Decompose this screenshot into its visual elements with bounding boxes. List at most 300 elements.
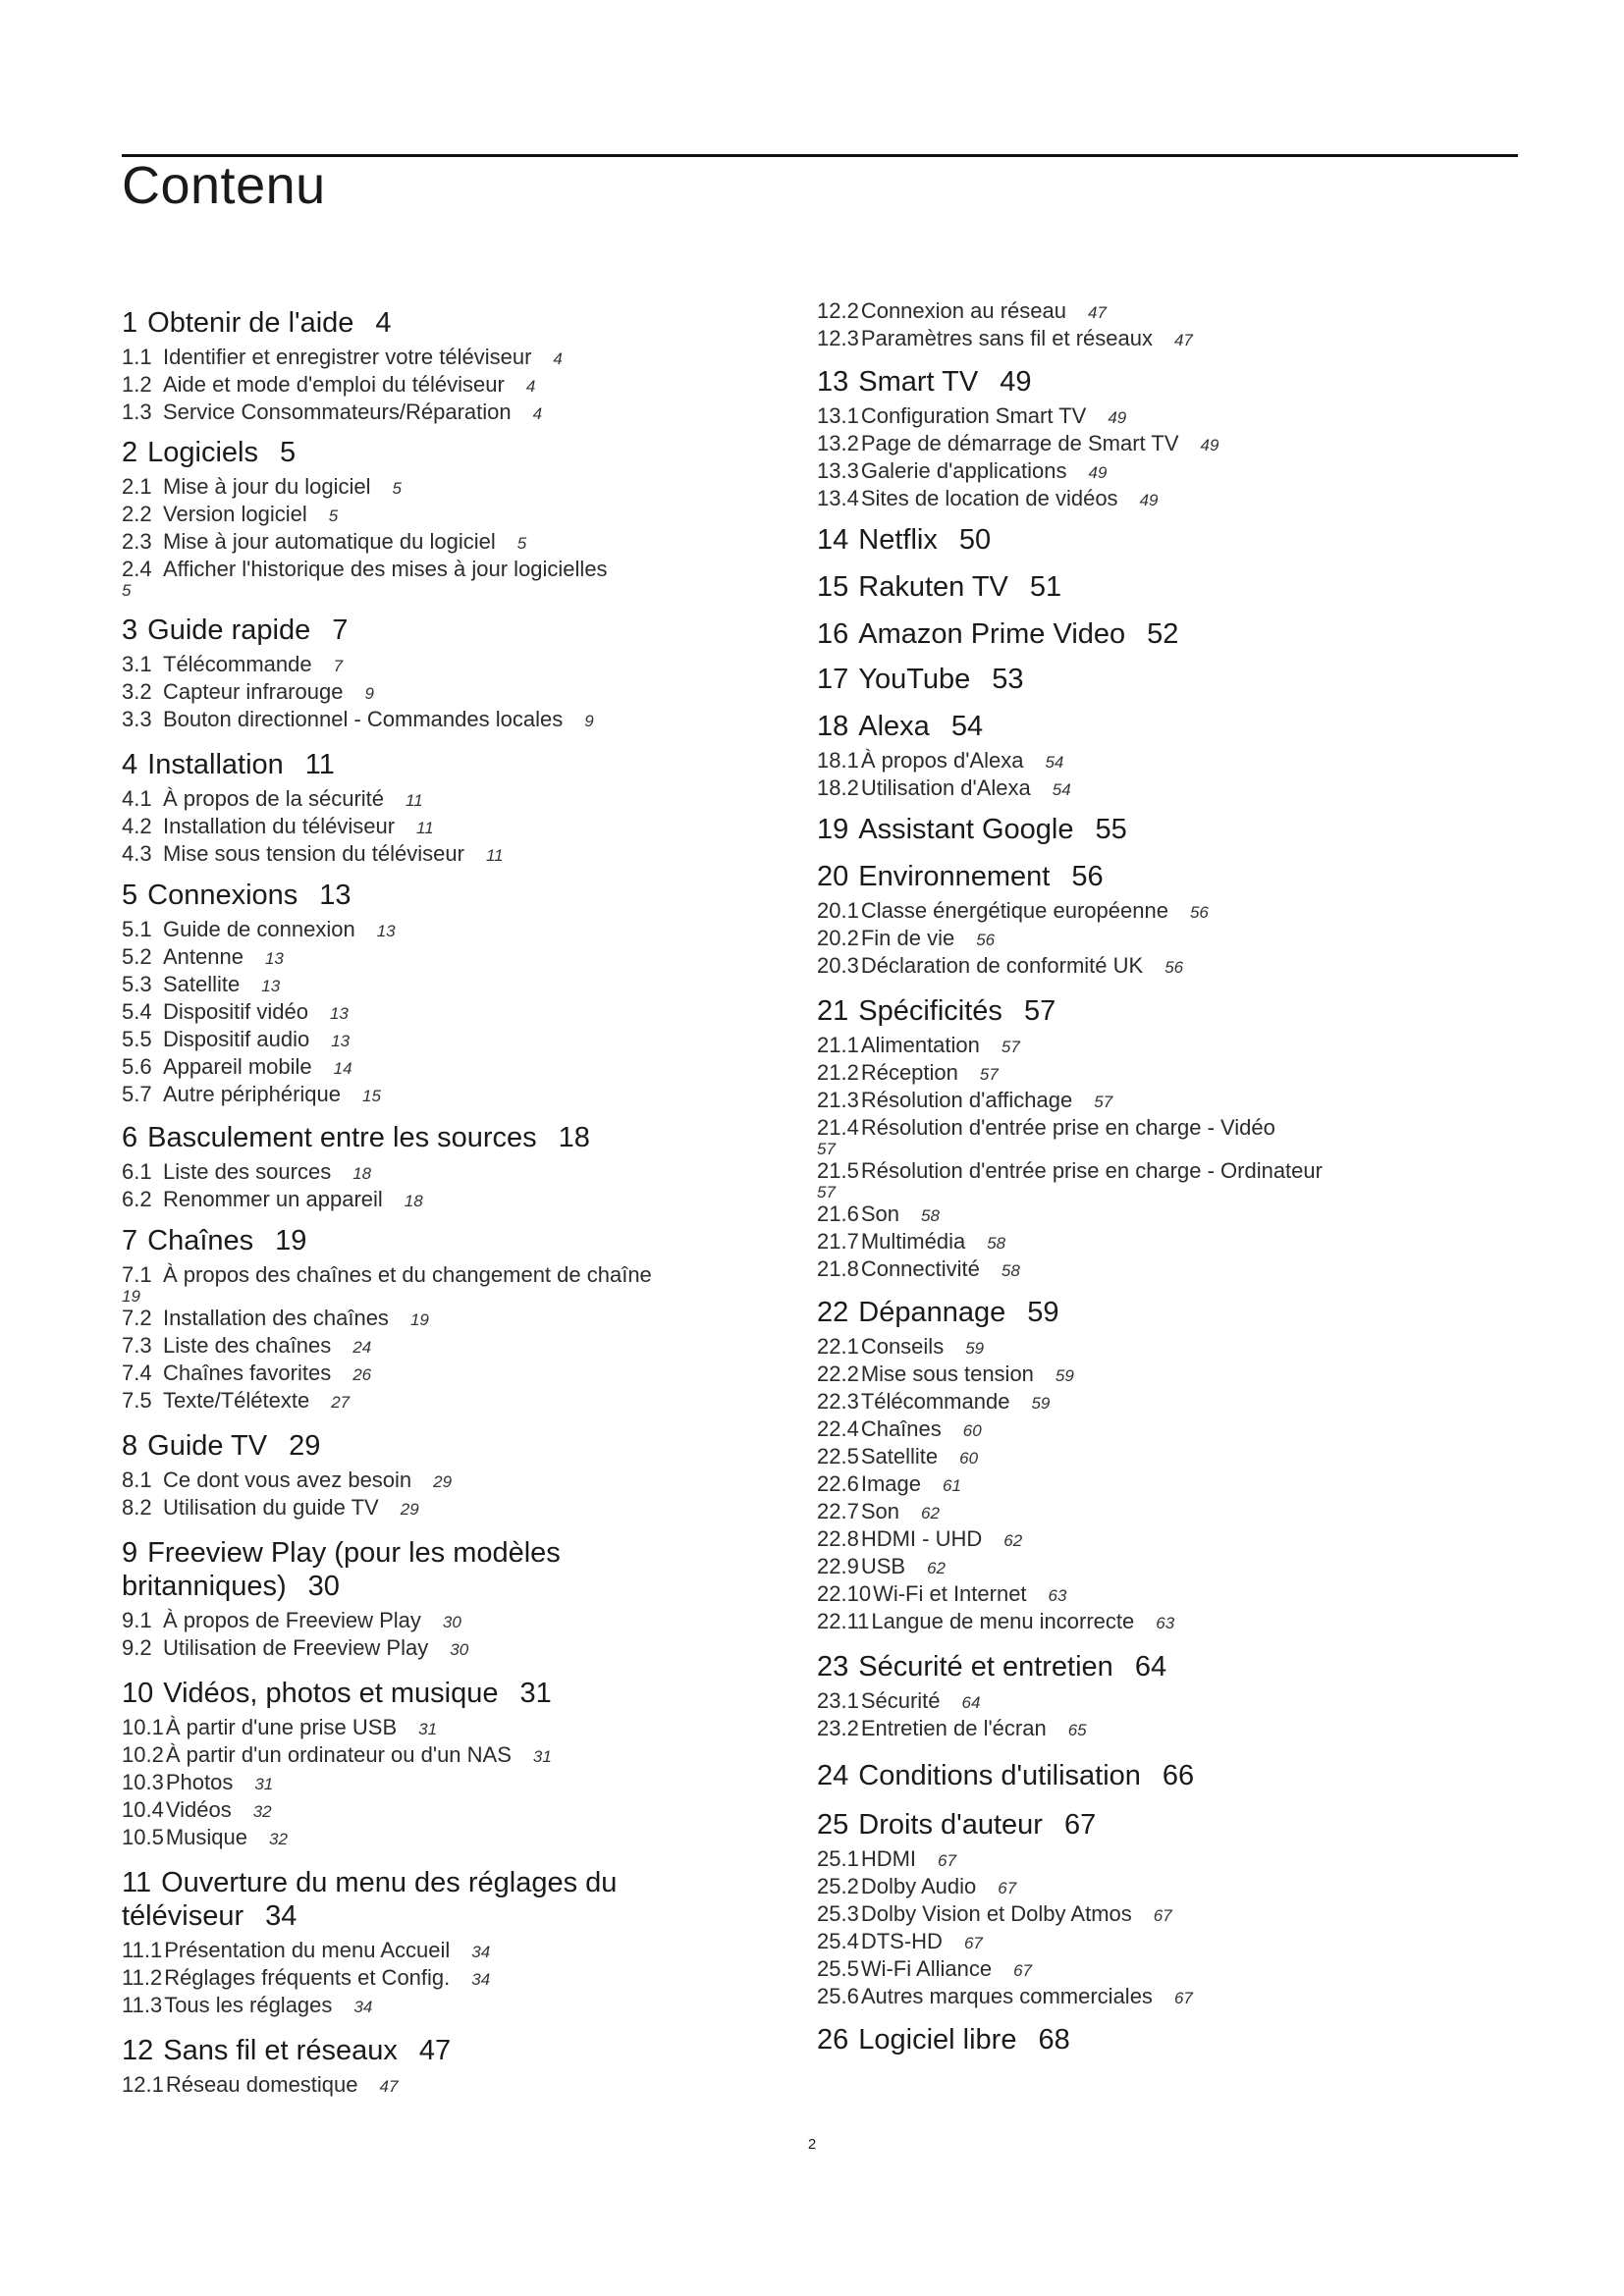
toc-chapter-entry[interactable] <box>817 2023 1367 2056</box>
sub-page: 58 <box>1001 1261 1020 1280</box>
toc-section <box>817 813 1524 846</box>
chapter-title: Logiciels <box>147 437 258 468</box>
sub-title: À propos des chaînes et du changement de chaîne <box>163 1262 652 1287</box>
toc-sub-entry[interactable] <box>122 786 750 814</box>
sub-page: 4 <box>525 377 536 396</box>
toc-sub-entry[interactable] <box>817 748 1524 775</box>
toc-sub-entry[interactable] <box>817 1984 1524 2011</box>
chapter-number: 24 <box>817 1760 849 1791</box>
sub-title: Wi-Fi et Internet <box>873 1581 1027 1606</box>
toc-chapter-entry[interactable] <box>122 614 672 647</box>
toc-sub-entry[interactable] <box>817 1060 1524 1088</box>
toc-sub-entry[interactable] <box>122 372 750 400</box>
sub-number: 7.1 <box>122 1262 152 1287</box>
sub-number: 21.1 <box>817 1033 859 1057</box>
sub-number: 20.3 <box>817 953 859 978</box>
sub-number: 6.2 <box>122 1187 152 1211</box>
sub-title: Installation du téléviseur <box>163 814 396 838</box>
toc-section <box>817 860 1524 981</box>
sub-page: 11 <box>485 846 504 865</box>
chapter-page: 11 <box>304 749 335 780</box>
sub-title: Classe énergétique européenne <box>860 898 1168 923</box>
toc-sub-entry[interactable] <box>122 1938 750 1965</box>
toc-sub-entry[interactable] <box>122 400 750 427</box>
sub-number: 4.3 <box>122 841 152 866</box>
toc-sub-entry[interactable] <box>122 1608 750 1635</box>
chapter-title: Freeview Play (pour les modèles britanniques) <box>122 1537 561 1602</box>
chapter-title: Netflix <box>858 524 938 556</box>
sub-page: 34 <box>471 1970 491 1989</box>
toc-sub-entry[interactable] <box>122 1054 750 1082</box>
toc-sub-entry[interactable] <box>122 345 750 372</box>
sub-page: 49 <box>1088 463 1108 482</box>
toc-sub-entry[interactable] <box>817 1201 1524 1229</box>
toc-sub-entry[interactable] <box>122 502 750 529</box>
chapter-number: 11 <box>122 1867 152 1898</box>
toc-sub-entry[interactable] <box>817 1256 1524 1284</box>
toc-sub-entry[interactable] <box>817 298 1524 326</box>
sub-number: 5.4 <box>122 999 152 1024</box>
sub-title: Sécurité <box>860 1688 941 1713</box>
sub-page: 4 <box>532 404 543 423</box>
toc-section <box>122 1866 750 2020</box>
toc-chapter-entry[interactable] <box>817 860 1367 893</box>
sub-title: Appareil mobile <box>163 1054 312 1079</box>
chapter-title: Vidéos, photos et musique <box>163 1678 499 1709</box>
toc-sub-entry[interactable] <box>817 1471 1524 1499</box>
sub-page: 47 <box>379 2077 399 2096</box>
toc-sub-entry[interactable] <box>122 474 750 502</box>
sub-number: 9.1 <box>122 1608 152 1632</box>
sub-number: 3.3 <box>122 707 152 731</box>
sub-number: 21.7 <box>817 1229 859 1254</box>
toc-sub-entry[interactable] <box>122 1082 750 1109</box>
sub-page: 14 <box>333 1059 352 1078</box>
toc-chapter-entry[interactable] <box>817 1808 1367 1842</box>
sub-number: 21.6 <box>817 1201 859 1226</box>
toc-sub-entry[interactable] <box>122 1965 750 1993</box>
chapter-page: 5 <box>279 437 297 468</box>
sub-title: À propos d'Alexa <box>860 748 1024 773</box>
toc-sub-entry[interactable] <box>122 1388 750 1415</box>
toc-sub-entry[interactable] <box>817 1389 1524 1416</box>
sub-title: Alimentation <box>860 1033 980 1057</box>
toc-sub-entry[interactable] <box>817 1088 1524 1115</box>
sub-title: Résolution d'affichage <box>860 1088 1073 1112</box>
sub-number: 22.11 <box>817 1609 870 1633</box>
sub-title: Dispositif audio <box>163 1027 310 1051</box>
toc-chapter-entry[interactable] <box>817 1759 1367 1792</box>
toc-chapter-entry[interactable] <box>817 617 1367 651</box>
sub-page: 31 <box>254 1775 274 1793</box>
sub-number: 11.3 <box>122 1993 163 2017</box>
sub-title: Utilisation de Freeview Play <box>163 1635 429 1660</box>
toc-chapter-entry[interactable] <box>122 1677 672 1710</box>
sub-number: 18.1 <box>817 748 859 773</box>
toc-sub-entry[interactable] <box>817 1581 1524 1609</box>
sub-number: 10.5 <box>122 1825 164 1849</box>
sub-number: 12.1 <box>122 2072 164 2097</box>
sub-page: 54 <box>1045 753 1064 772</box>
sub-number: 8.2 <box>122 1495 152 1520</box>
toc-sub-entry[interactable] <box>817 1416 1524 1444</box>
sub-title: Identifier et enregistrer votre téléviseur <box>163 345 532 369</box>
toc-sub-entry[interactable] <box>817 1929 1524 1956</box>
chapter-title: Conditions d'utilisation <box>858 1760 1141 1791</box>
toc-sub-entry[interactable] <box>122 1825 750 1852</box>
toc-sub-entry[interactable] <box>122 679 750 707</box>
toc-sub-entry[interactable] <box>122 1742 750 1770</box>
sub-title: Utilisation d'Alexa <box>860 775 1031 800</box>
sub-number: 5.2 <box>122 944 152 969</box>
toc-section <box>817 1808 1524 2011</box>
toc-chapter-entry[interactable] <box>817 365 1367 399</box>
sub-page: 63 <box>1048 1586 1067 1605</box>
toc-sub-entry[interactable] <box>122 1027 750 1054</box>
chapter-number: 16 <box>817 618 849 650</box>
toc-sub-entry[interactable] <box>817 898 1524 926</box>
toc-sub-entry[interactable] <box>817 326 1524 353</box>
chapter-number: 21 <box>817 995 849 1027</box>
sub-number: 22.8 <box>817 1526 859 1551</box>
toc-section <box>122 614 750 734</box>
chapter-title: Installation <box>147 749 284 780</box>
chapter-number: 17 <box>817 664 849 695</box>
sub-page: 57 <box>817 1140 836 1158</box>
sub-page: 49 <box>1200 436 1219 454</box>
sub-title: Mise sous tension du téléviseur <box>163 841 464 866</box>
sub-title: Autre périphérique <box>163 1082 342 1106</box>
chapter-title: YouTube <box>858 664 971 695</box>
sub-number: 21.5 <box>817 1158 859 1183</box>
chapter-page: 34 <box>265 1900 298 1932</box>
toc-sub-entry[interactable] <box>817 775 1524 803</box>
toc-chapter-entry[interactable] <box>122 1429 672 1463</box>
sub-number: 5.7 <box>122 1082 152 1106</box>
sub-number: 5.5 <box>122 1027 152 1051</box>
toc-sub-entry[interactable] <box>817 1334 1524 1362</box>
sub-title: Capteur infrarouge <box>163 679 344 704</box>
sub-number: 22.9 <box>817 1554 859 1578</box>
sub-page: 59 <box>1031 1394 1051 1413</box>
sub-title: Télécommande <box>860 1389 1010 1414</box>
sub-title: Satellite <box>163 972 241 996</box>
chapter-page: 30 <box>307 1571 340 1602</box>
sub-page: 47 <box>1173 331 1193 349</box>
toc-sub-entry[interactable] <box>122 1306 750 1333</box>
sub-page: 13 <box>264 949 284 968</box>
sub-page: 31 <box>532 1747 552 1766</box>
chapter-page: 57 <box>1023 995 1056 1027</box>
sub-page: 5 <box>328 507 339 525</box>
sub-title: Résolution d'entrée prise en charge - Ordinateur <box>860 1158 1323 1183</box>
sub-page: 19 <box>122 1287 140 1306</box>
toc-sub-entry[interactable] <box>122 814 750 841</box>
toc-sub-entry[interactable] <box>122 1159 750 1187</box>
sub-number: 22.6 <box>817 1471 859 1496</box>
sub-page: 29 <box>400 1500 419 1519</box>
toc-sub-entry[interactable] <box>122 707 750 734</box>
sub-title: Page de démarrage de Smart TV <box>860 431 1179 455</box>
toc-sub-entry[interactable] <box>817 431 1524 458</box>
sub-title: Musique <box>165 1825 247 1849</box>
sub-number: 9.2 <box>122 1635 152 1660</box>
sub-number: 12.3 <box>817 326 859 350</box>
sub-page: 9 <box>364 684 374 703</box>
sub-title: Mise à jour du logiciel <box>163 474 371 499</box>
sub-page: 59 <box>1055 1366 1074 1385</box>
toc-section <box>817 523 1524 557</box>
toc-sub-entry[interactable] <box>817 1554 1524 1581</box>
sub-title: Galerie d'applications <box>860 458 1067 483</box>
toc-sub-entry[interactable] <box>817 1874 1524 1901</box>
toc-chapter-entry[interactable] <box>817 1296 1367 1329</box>
sub-number: 20.1 <box>817 898 859 923</box>
sub-page: 24 <box>352 1338 372 1357</box>
toc-sub-entry[interactable] <box>122 1495 750 1522</box>
toc-sub-entry[interactable] <box>122 1635 750 1663</box>
toc-sub-entry[interactable] <box>122 999 750 1027</box>
chapter-page: 31 <box>519 1678 552 1709</box>
chapter-title: Smart TV <box>858 366 979 398</box>
sub-title: Résolution d'entrée prise en charge - Vidéo <box>860 1115 1275 1140</box>
sub-number: 18.2 <box>817 775 859 800</box>
sub-page: 49 <box>1139 491 1159 509</box>
sub-page: 18 <box>404 1192 423 1210</box>
sub-page: 27 <box>331 1393 351 1412</box>
toc-sub-entry[interactable] <box>122 944 750 972</box>
sub-page: 67 <box>1013 1961 1032 1980</box>
toc-section <box>122 748 750 869</box>
sub-title: Dolby Vision et Dolby Atmos <box>860 1901 1132 1926</box>
toc-section <box>122 436 750 600</box>
sub-number: 1.3 <box>122 400 152 424</box>
toc-sub-entry[interactable] <box>817 1115 1524 1158</box>
toc-sub-entry[interactable] <box>817 1362 1524 1389</box>
toc-section <box>122 879 750 1109</box>
sub-number: 5.6 <box>122 1054 152 1079</box>
toc-sub-entry[interactable] <box>817 486 1524 513</box>
sub-title: À partir d'un ordinateur ou d'un NAS <box>165 1742 512 1767</box>
sub-title: Entretien de l'écran <box>860 1716 1047 1740</box>
chapter-number: 2 <box>122 437 138 468</box>
toc-sub-entry[interactable] <box>122 1715 750 1742</box>
toc-chapter-entry[interactable] <box>817 570 1367 604</box>
toc-sub-entry[interactable] <box>817 1526 1524 1554</box>
toc-chapter-entry[interactable] <box>817 1650 1367 1683</box>
chapter-page: 7 <box>332 614 349 646</box>
toc-sub-entry[interactable] <box>817 1499 1524 1526</box>
sub-number: 13.2 <box>817 431 859 455</box>
sub-title: Tous les réglages <box>164 1993 333 2017</box>
sub-number: 6.1 <box>122 1159 152 1184</box>
sub-page: 67 <box>1153 1906 1172 1925</box>
sub-page: 56 <box>976 931 996 949</box>
toc-chapter-entry[interactable] <box>817 994 1367 1028</box>
sub-page: 67 <box>938 1851 956 1870</box>
sub-page: 15 <box>362 1087 381 1105</box>
toc-sub-entry[interactable] <box>817 1716 1524 1743</box>
toc-sub-entry[interactable] <box>122 529 750 557</box>
toc-chapter-entry[interactable] <box>122 306 672 340</box>
toc-sub-entry[interactable] <box>122 1468 750 1495</box>
toc-section <box>817 570 1524 604</box>
chapter-title: Sans fil et réseaux <box>163 2035 398 2066</box>
toc-chapter-entry[interactable] <box>122 1121 672 1154</box>
sub-title: DTS-HD <box>860 1929 943 1953</box>
sub-page: 7 <box>333 657 344 675</box>
sub-page: 67 <box>963 1934 983 1952</box>
sub-title: Image <box>860 1471 921 1496</box>
chapter-number: 25 <box>817 1809 849 1841</box>
toc-sub-entry[interactable] <box>122 557 750 600</box>
chapter-number: 6 <box>122 1122 138 1153</box>
page-number: 2 <box>807 2136 817 2153</box>
toc-chapter-entry[interactable] <box>817 663 1367 696</box>
sub-page: 26 <box>352 1365 372 1384</box>
toc-section <box>817 994 1524 1284</box>
toc-sub-entry[interactable] <box>817 458 1524 486</box>
sub-number: 22.1 <box>817 1334 859 1359</box>
toc-section <box>122 1224 750 1415</box>
chapter-page: 64 <box>1134 1651 1167 1682</box>
sub-page: 65 <box>1067 1721 1087 1739</box>
toc-sub-entry[interactable] <box>122 2072 750 2100</box>
sub-number: 22.10 <box>817 1581 872 1606</box>
sub-number: 21.3 <box>817 1088 859 1112</box>
sub-number: 25.2 <box>817 1874 859 1898</box>
sub-number: 1.2 <box>122 372 152 397</box>
toc-section <box>817 298 1524 353</box>
sub-number: 21.4 <box>817 1115 859 1140</box>
page-title: Contenu <box>122 156 326 215</box>
sub-title: Chaînes favorites <box>163 1361 332 1385</box>
toc-section <box>817 365 1524 513</box>
toc-sub-entry[interactable] <box>817 1901 1524 1929</box>
sub-title: Texte/Télétexte <box>163 1388 310 1413</box>
chapter-number: 19 <box>817 814 849 845</box>
toc-sub-entry[interactable] <box>817 926 1524 953</box>
chapter-title: Amazon Prime Video <box>858 618 1126 650</box>
sub-number: 10.2 <box>122 1742 164 1767</box>
sub-title: Mise sous tension <box>860 1362 1034 1386</box>
sub-number: 22.7 <box>817 1499 859 1523</box>
sub-page: 5 <box>516 534 527 553</box>
sub-title: Autres marques commerciales <box>860 1984 1153 2008</box>
sub-number: 5.3 <box>122 972 152 996</box>
toc-sub-entry[interactable] <box>122 1770 750 1797</box>
sub-number: 25.6 <box>817 1984 859 2008</box>
toc-chapter-entry[interactable] <box>122 748 672 781</box>
toc-section <box>817 1296 1524 1636</box>
sub-number: 10.3 <box>122 1770 164 1794</box>
toc-chapter-entry[interactable] <box>817 813 1367 846</box>
toc-chapter-entry[interactable] <box>122 436 672 469</box>
chapter-page: 52 <box>1147 618 1179 650</box>
toc-sub-entry[interactable] <box>122 1993 750 2020</box>
sub-number: 21.2 <box>817 1060 859 1085</box>
toc-sub-entry[interactable] <box>122 1333 750 1361</box>
toc-sub-entry[interactable] <box>817 1688 1524 1716</box>
sub-number: 7.5 <box>122 1388 152 1413</box>
sub-title: HDMI <box>860 1846 917 1871</box>
toc-section <box>817 663 1524 696</box>
toc-sub-entry[interactable] <box>817 1444 1524 1471</box>
toc-sub-entry[interactable] <box>817 403 1524 431</box>
sub-title: Dispositif vidéo <box>163 999 308 1024</box>
toc-sub-entry[interactable] <box>122 841 750 869</box>
chapter-page: 51 <box>1029 571 1062 603</box>
toc-chapter-entry[interactable] <box>122 879 672 912</box>
toc-section <box>122 1429 750 1522</box>
toc-section <box>817 617 1524 651</box>
sub-page: 67 <box>1173 1989 1193 2007</box>
chapter-title: Spécificités <box>858 995 1002 1027</box>
sub-number: 7.4 <box>122 1361 152 1385</box>
toc-sub-entry[interactable] <box>122 1797 750 1825</box>
chapter-page: 13 <box>319 880 352 911</box>
sub-title: Son <box>860 1201 899 1226</box>
toc-sub-entry[interactable] <box>817 1158 1524 1201</box>
header-rule <box>122 154 1518 157</box>
chapter-number: 10 <box>122 1678 154 1709</box>
toc-sub-entry[interactable] <box>817 1956 1524 1984</box>
sub-title: Aide et mode d'emploi du téléviseur <box>163 372 505 397</box>
sub-number: 12.2 <box>817 298 859 323</box>
sub-number: 25.1 <box>817 1846 859 1871</box>
toc-chapter-entry[interactable] <box>817 710 1367 743</box>
chapter-number: 7 <box>122 1225 138 1256</box>
sub-title: Configuration Smart TV <box>860 403 1087 428</box>
sub-title: À propos de Freeview Play <box>163 1608 421 1632</box>
toc-chapter-entry[interactable] <box>122 1536 672 1603</box>
toc-sub-entry[interactable] <box>122 1262 750 1306</box>
chapter-number: 18 <box>817 711 849 742</box>
toc-sub-entry[interactable] <box>122 652 750 679</box>
chapter-title: Droits d'auteur <box>858 1809 1043 1841</box>
toc-sub-entry[interactable] <box>817 1033 1524 1060</box>
sub-page: 67 <box>998 1879 1017 1897</box>
chapter-page: 55 <box>1095 814 1127 845</box>
sub-page: 32 <box>252 1802 272 1821</box>
sub-title: Bouton directionnel - Commandes locales <box>163 707 564 731</box>
toc-section <box>817 1650 1524 1743</box>
toc-sub-entry[interactable] <box>122 972 750 999</box>
sub-title: Satellite <box>860 1444 939 1468</box>
chapter-title: Rakuten TV <box>858 571 1008 603</box>
sub-page: 63 <box>1156 1614 1175 1632</box>
toc-sub-entry[interactable] <box>122 1361 750 1388</box>
toc-sub-entry[interactable] <box>122 917 750 944</box>
chapter-number: 22 <box>817 1297 849 1328</box>
toc-chapter-entry[interactable] <box>122 2034 672 2067</box>
toc-chapter-entry[interactable] <box>122 1224 672 1257</box>
toc-sub-entry[interactable] <box>817 1609 1524 1636</box>
sub-title: Connexion au réseau <box>860 298 1066 323</box>
sub-title: Dolby Audio <box>860 1874 977 1898</box>
toc-sub-entry[interactable] <box>817 1229 1524 1256</box>
chapter-title: Logiciel libre <box>858 2024 1017 2056</box>
sub-page: 62 <box>927 1559 946 1577</box>
sub-page: 47 <box>1087 303 1107 322</box>
sub-title: Présentation du menu Accueil <box>164 1938 451 1962</box>
toc-sub-entry[interactable] <box>122 1187 750 1214</box>
toc-sub-entry[interactable] <box>817 953 1524 981</box>
chapter-page: 29 <box>289 1430 321 1462</box>
toc-chapter-entry[interactable] <box>817 523 1367 557</box>
toc-sub-entry[interactable] <box>817 1846 1524 1874</box>
toc-chapter-entry[interactable] <box>122 1866 672 1933</box>
